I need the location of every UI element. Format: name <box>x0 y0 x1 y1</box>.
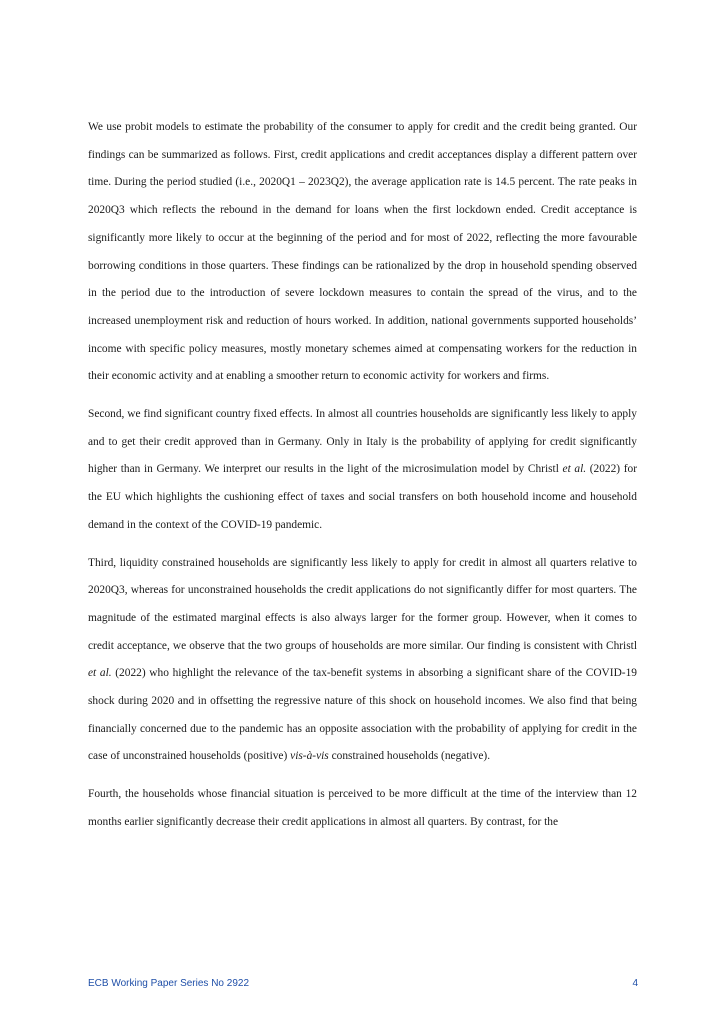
paragraph-text: constrained households (negative). <box>328 750 491 763</box>
paragraph-text: (2022) for the EU which highlights the cushioning effect of taxes and social transfers on both household income and household demand in the context of the COVID-19 pandemic. <box>88 463 637 531</box>
paragraph-findings-summary <box>88 114 637 391</box>
paragraph-financial-situation <box>88 781 637 836</box>
italic-citation: et al. <box>88 667 112 680</box>
paragraph-text: (2022) who highlight the relevance of the tax-benefit systems in absorbing a significant share of the COVID-19 shock during 2020 and in offsetting the regressive nature of this shock on household incomes. We also find that being financially concerned due to the pandemic has an opposite association with the probability of applying for credit in the case of unconstrained households (positive) <box>88 667 637 763</box>
page-footer <box>88 978 638 994</box>
footer-page-number: 4 <box>632 978 638 989</box>
paragraph-country-effects <box>88 401 637 540</box>
footer-series-title: ECB Working Paper Series No 2922 <box>88 978 250 989</box>
italic-citation: et al. <box>562 463 587 476</box>
paragraph-text: Second, we find significant country fixed effects. In almost all countries households are significantly less likely to apply and to get their credit approved than in Germany. Only in Italy is the probability of applying for credit significantly higher than in Germany. We interpret our results in the light of the microsimulation model by Christl <box>88 408 637 476</box>
paragraph-liquidity-constraints <box>88 550 637 772</box>
paragraph-text: Fourth, the households whose financial situation is perceived to be more difficult at the time of the interview than 12 months earlier significantly decrease their credit applications in almost all quarters. By contrast, for the <box>88 788 637 828</box>
italic-phrase: vis-à-vis <box>290 750 329 763</box>
paragraph-text: Third, liquidity constrained households are significantly less likely to apply for credit in almost all quarters relative to 2020Q3, whereas for unconstrained households the credit applications do not significantly differ for most quarters. The magnitude of the estimated marginal effects is also always larger for the former group. However, when it comes to credit acceptance, we observe that the two groups of households are more similar. Our finding is consistent with Christl <box>88 556 637 652</box>
page-body <box>88 114 637 847</box>
paragraph-text: We use probit models to estimate the probability of the consumer to apply for credit and the credit being granted. Our findings can be summarized as follows. First, credit applications and credit acceptances display a different pattern over time. During the period studied (i.e., 2020Q1 – 2023Q2), the average application rate is 14.5 percent. The rate peaks in 2020Q3 which reflects the rebound in the demand for loans when the first lockdown ended. Credit acceptance is significantly more likely to occur at the beginning of the period and for most of 2022, reflecting the more favourable borrowing conditions in those quarters. These findings can be rationalized by the drop in household spending observed in the period due to the introduction of severe lockdown measures to contain the spread of the virus, and to the increased unemployment risk and reduction of hours worked. In addition, national governments supported households’ income with specific policy measures, mostly monetary schemes aimed at compensating workers for the reduction in their economic activity and at enabling a smoother return to economic activity for workers and firms. <box>88 121 637 383</box>
